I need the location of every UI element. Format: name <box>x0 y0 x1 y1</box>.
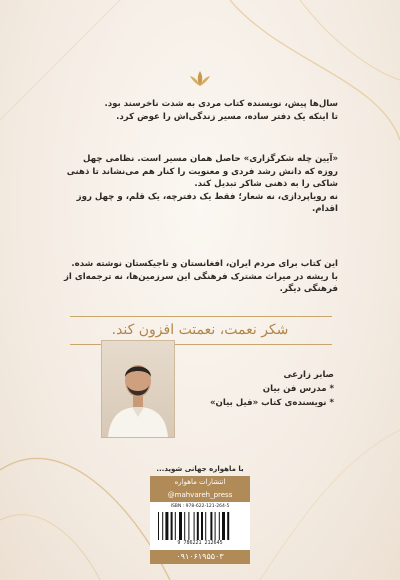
isbn-text: ISBN : 978-622-121-264-5 <box>170 504 230 509</box>
barcode-stripe <box>184 512 185 540</box>
motto-quote: شکر نعمت، نعمتت افزون کند. <box>111 322 289 338</box>
barcode-stripe <box>197 512 199 540</box>
barcode-stripe <box>158 512 159 540</box>
author-role-speaking-coach: * مدرس فن بیان <box>262 384 334 394</box>
intro-line: تا اینکه یک دفتر ساده، مسیر زندگی‌اش را عوض کرد. <box>116 111 338 122</box>
barcode-stripe <box>205 512 206 540</box>
divider-top <box>70 316 332 317</box>
author-role-writer: * نویسنده‌ی کتاب «فیل بیان» <box>209 398 334 408</box>
barcode-stripe <box>194 512 195 540</box>
barcode-stripe <box>165 512 168 540</box>
intro-paragraph <box>62 98 338 123</box>
barcode-stripe <box>222 512 225 540</box>
publisher-handle: @mahvareh_press <box>167 491 233 499</box>
barcode-graphic <box>158 512 242 540</box>
barcode-stripe <box>188 512 189 540</box>
method-paragraph <box>62 153 338 216</box>
barcode-stripe <box>227 512 229 540</box>
author-photo <box>101 340 175 438</box>
barcode-stripe <box>162 512 163 540</box>
audience-line: این کتاب برای مردم ایران، افغانستان و تاجیکستان نوشته شده. با ریشه در میراث مشترک فرهنگی این سرزمین‌ها، نه ترجمه‌ای از فرهنگی دیگر. <box>63 259 338 295</box>
author-portrait-illustration <box>102 341 174 437</box>
barcode-stripe <box>210 512 212 540</box>
method-line: «آیین چله شکرگزاری» حاصل همان مسیر است. نظامی چهل روزه که دانش رشد فردی و معنویت را کنار هم می‌نشاند تا ذهنی شاکی را به ذهنی شاکر تبدیل کند. <box>66 154 338 190</box>
author-info <box>180 368 334 410</box>
publisher-box <box>150 476 250 502</box>
barcode-stripe <box>201 512 203 540</box>
publisher-phone: ۰۹۱۰۶۱۹۵۵۰۳ <box>150 550 250 564</box>
barcode-stripe <box>219 512 220 540</box>
barcode-stripe <box>171 512 173 540</box>
author-name: صابر زارعی <box>283 370 334 380</box>
audience-paragraph <box>62 258 338 296</box>
publisher-name: انتشارات ماهواره <box>174 478 226 486</box>
barcode-stripe <box>175 512 176 540</box>
lotus-icon <box>188 70 212 88</box>
publisher-slogan: با ماهواره جهانی شوید... <box>156 465 244 473</box>
method-line: نه رویاپردازی، نه شعار؛ فقط یک دفترچه، یک قلم، و چهل روز اقدام. <box>76 191 338 215</box>
barcode-panel <box>150 502 250 550</box>
barcode-stripe <box>215 512 216 540</box>
intro-line: سال‌ها پیش، نویسنده کتاب مردی به شدت ناخرسند بود. <box>104 99 338 109</box>
barcode-stripe <box>179 512 182 540</box>
barcode-digits: 9 786221 212645 <box>177 540 223 546</box>
